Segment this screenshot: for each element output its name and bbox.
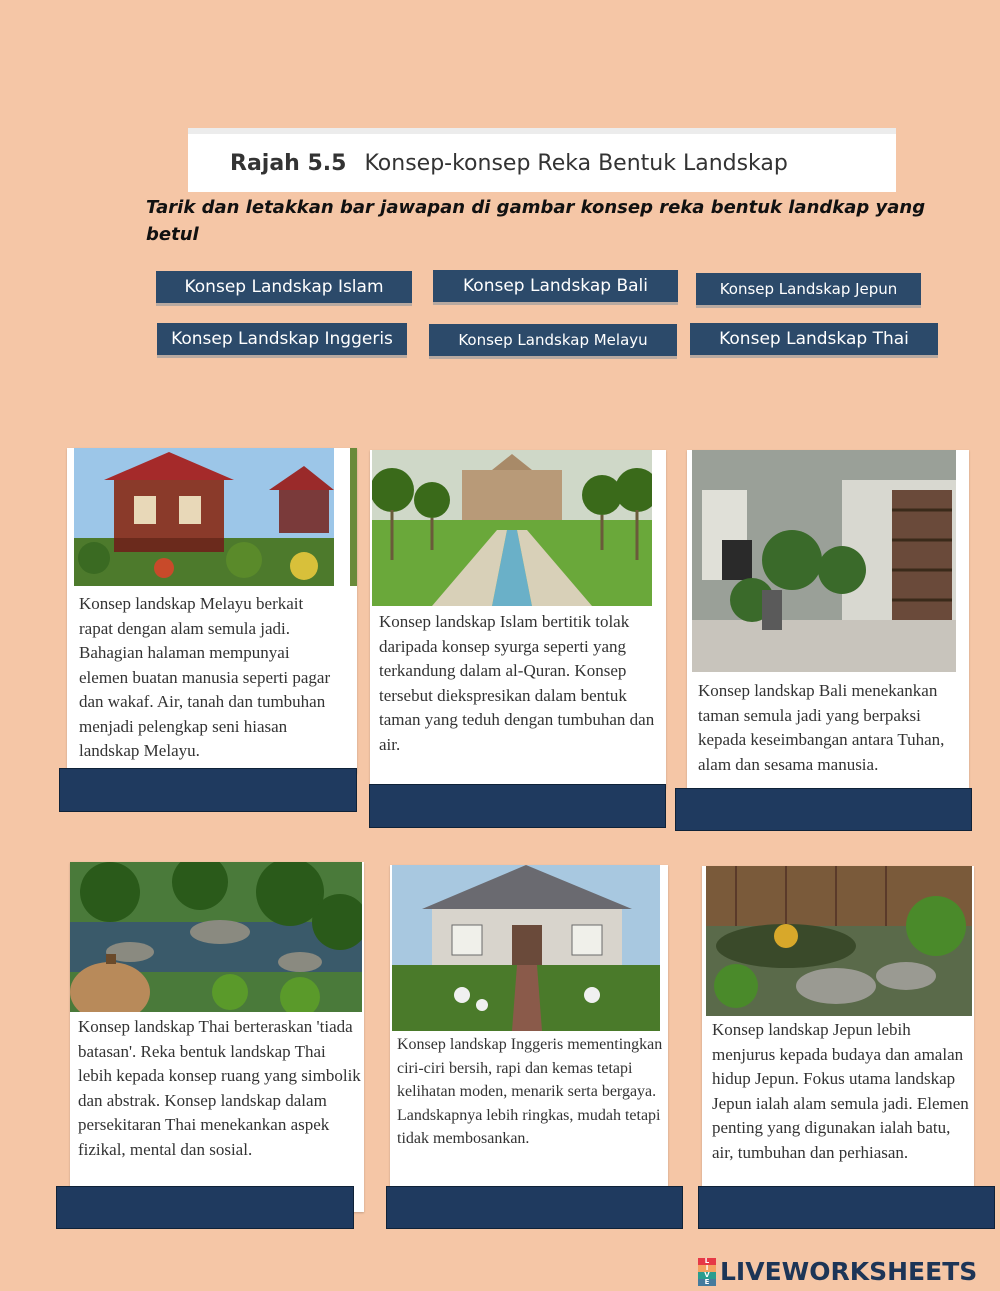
- answer-dropzone-5[interactable]: [386, 1186, 683, 1229]
- concept-description: Konsep landskap Islam bertitik tolak daripada konsep syurga seperti yang terkandung dalam al-Quran. Konsep tersebut diekspresikan dalam bentuk taman yang teduh dengan tumbuhan dan air.: [379, 612, 655, 754]
- answer-chip-melayu[interactable]: Konsep Landskap Melayu: [429, 324, 677, 356]
- concept-card-1: [67, 448, 357, 773]
- answer-dropzone-1[interactable]: [59, 768, 357, 812]
- concept-description: Konsep landskap Inggeris mementingkan ciri-ciri bersih, rapi dan kemas tetapi kelihatan moden, menarik serta bergaya. Landskapnya lebih ringkas, mudah tetapi tidak membosankan.: [397, 1036, 663, 1147]
- concept-description: Konsep landskap Bali menekankan taman semula jadi yang berpaksi kepada keseimbangan antara Tuhan, alam dan sesama manusia.: [698, 681, 945, 774]
- liveworksheets-logo: [698, 1256, 977, 1286]
- figure-number: Rajah 5.5: [230, 150, 347, 176]
- answer-chip-thai[interactable]: Konsep Landskap Thai: [690, 323, 938, 355]
- logo-mark-icon: L I V E: [698, 1258, 716, 1284]
- concept-card-5: [390, 865, 668, 1187]
- logo-wordmark: LIVEWORKSHEETS: [720, 1256, 978, 1286]
- concept-description: Konsep landskap Jepun lebih menjurus kepada budaya dan amalan hidup Jepun. Fokus utama landskap Jepun ialah alam semula jadi. Elemen penting yang digunakan ialah batu, air, tumbuhan dan perhiasan.: [712, 1020, 969, 1162]
- answer-chip-bali[interactable]: Konsep Landskap Bali: [433, 270, 678, 302]
- instruction-text: Tarik dan letakkan bar jawapan di gambar konsep reka bentuk landkap yang betul: [146, 197, 926, 245]
- figure-title-banner: [188, 128, 896, 192]
- photo-japanese-garden: [706, 866, 972, 1016]
- answer-dropzone-6[interactable]: [698, 1186, 995, 1229]
- concept-card-2: [370, 450, 666, 788]
- photo-edge-strip: [350, 448, 357, 586]
- concept-card-6: [702, 866, 974, 1190]
- answer-chip-jepun[interactable]: Konsep Landskap Jepun: [696, 273, 921, 305]
- answer-chip-inggeris[interactable]: Konsep Landskap Inggeris: [157, 323, 407, 355]
- answer-dropzone-4[interactable]: [56, 1186, 354, 1229]
- photo-english-house: [392, 865, 660, 1031]
- photo-malay-house: [74, 448, 334, 586]
- figure-title: Konsep-konsep Reka Bentuk Landskap: [364, 150, 788, 176]
- photo-islamic-garden: [372, 450, 652, 606]
- answer-dropzone-3[interactable]: [675, 788, 972, 831]
- concept-card-4: [70, 862, 364, 1212]
- photo-bali-garden: [692, 450, 956, 672]
- photo-thai-garden: [70, 862, 362, 1012]
- concept-card-3: [687, 450, 969, 790]
- concept-description: Konsep landskap Melayu berkait rapat dengan alam semula jadi. Bahagian halaman mempunyai elemen buatan manusia seperti pagar dan wakaf. Air, tanah dan tumbuhan menjadi pelengkap seni hiasan landskap Melayu.: [79, 594, 331, 760]
- answer-chip-islam[interactable]: Konsep Landskap Islam: [156, 271, 412, 303]
- concept-description: Konsep landskap Thai berteraskan 'tiada batasan'. Reka bentuk landskap Thai lebih kepada konsep ruang yang simbolik dan abstrak. Konsep landskap dalam persekitaran Thai menekankan aspek fizikal, mental dan sosial.: [78, 1017, 361, 1159]
- answer-dropzone-2[interactable]: [369, 784, 666, 828]
